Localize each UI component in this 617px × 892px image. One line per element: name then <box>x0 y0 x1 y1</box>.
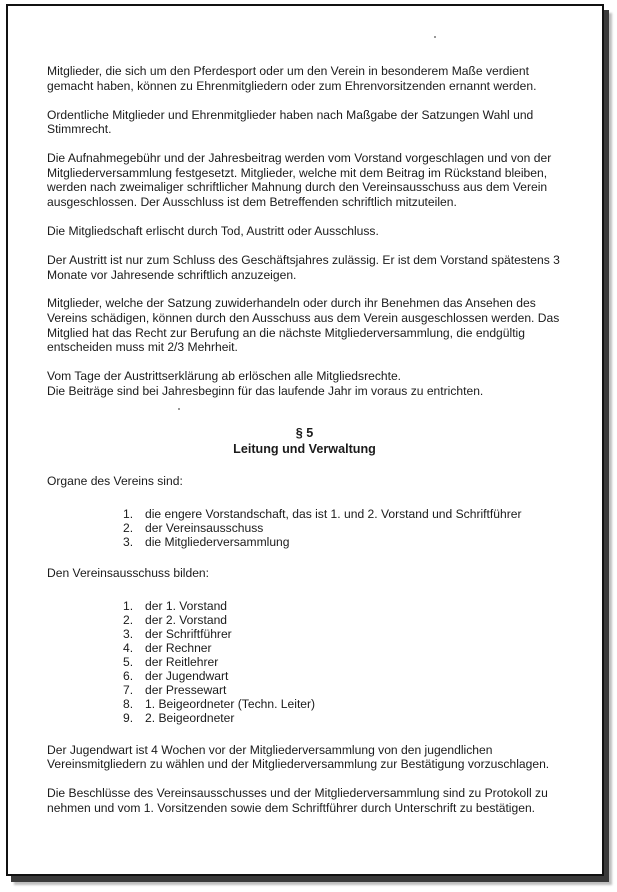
list-item-text: der 2. Vorstand <box>145 612 228 627</box>
document-body <box>47 64 562 830</box>
list-item <box>123 655 562 669</box>
paragraph-honorary-members: Mitglieder, die sich um den Pferdesport oder um den Verein in besonderem Maße verdient gemacht haben, können zu Ehrenmitgliedern oder zum Ehrenvorsitzenden ernannt werden. <box>47 64 537 93</box>
list-item-number: 6. <box>123 669 134 684</box>
organs-intro: Organe des Vereins sind: <box>47 474 183 489</box>
list-item-number: 3. <box>123 535 134 550</box>
paragraph-resignation: Der Austritt ist nur zum Schluss des Geschäftsjahres zulässig. Er ist dem Vorstand spätestens 3 Monate vor Jahresende schriftlich anzuzeigen. <box>47 252 560 282</box>
list-item-number: 2. <box>123 520 134 535</box>
list-item <box>123 535 562 549</box>
paragraph-exclusion: Mitglieder, welche der Satzung zuwiderhandeln oder durch ihr Benehmen das Ansehen des Vereins schädigen, können durch den Ausschuss aus dem Verein ausgeschlossen werden. Das Mitglied hat das Recht zur Berufung an die nächste Mitgliederversammlung, die endgültig entscheiden muss mit 2/3 Mehrheit. <box>47 296 560 355</box>
document-page <box>6 4 604 876</box>
scan-speck <box>434 36 436 38</box>
list-item <box>123 599 562 613</box>
list-item-number: 1. <box>123 506 134 521</box>
list-item <box>123 669 562 683</box>
list-item-number: 1. <box>123 598 134 613</box>
paragraph-fees: Die Aufnahmegebühr und der Jahresbeitrag werden vom Vorstand vorgeschlagen und von der Mitgliederversammlung festgesetzt. Mitglieder, welche mit dem Beitrag im Rückstand bleiben, werden nach zweimaliger schriftlicher Mahnung durch den Vereinsausschuss aus dem Verein ausgeschlossen. Der Ausschluss ist dem Betreffenden schriftlich mitzuteilen. <box>47 151 552 209</box>
list-item-text: 1. Beigeordneter (Techn. Leiter) <box>145 697 316 712</box>
committee-intro: Den Vereinsausschuss bilden: <box>47 566 210 581</box>
committee-list <box>47 599 562 726</box>
paragraph-membership-end: Die Mitgliedschaft erlischt durch Tod, Austritt oder Ausschluss. <box>47 223 379 238</box>
list-item-number: 9. <box>123 711 134 726</box>
list-item-text: 2. Beigeordneter <box>145 711 235 726</box>
paragraph-voting-rights: Ordentliche Mitglieder und Ehrenmitglieder haben nach Maßgabe der Satzungen Wahl und Stimmrecht. <box>47 107 534 137</box>
list-item <box>123 627 562 641</box>
list-item <box>123 641 562 655</box>
section-heading <box>47 426 562 457</box>
paragraph-youth-warden: Der Jugendwart ist 4 Wochen vor der Mitgliederversammlung von den jugendlichen Vereinsmitgliedern zu wählen und der Mitgliederversammlung zur Bestätigung vorzuschlagen. <box>47 742 550 772</box>
list-item <box>123 697 562 711</box>
list-item-number: 4. <box>123 641 134 655</box>
list-item-text: der Schriftführer <box>145 626 232 641</box>
list-item-text: die engere Vorstandschaft, das ist 1. und 2. Vorstand und Schriftführer <box>145 506 522 521</box>
list-item-number: 7. <box>123 683 134 698</box>
list-item-number: 8. <box>123 697 134 712</box>
list-item-text: der Pressewart <box>145 683 227 698</box>
list-item-number: 5. <box>123 655 134 670</box>
paragraph-rights-expiry: Vom Tage der Austrittserklärung ab erlöschen alle Mitgliedsrechte. <box>47 369 402 384</box>
list-item-text: der Jugendwart <box>145 669 229 684</box>
section-title: Leitung und Verwaltung <box>233 441 376 456</box>
list-item-text: der Rechner <box>145 641 212 655</box>
organs-list <box>47 507 562 549</box>
list-item <box>123 521 562 535</box>
list-item <box>123 507 562 521</box>
list-item-text: der Vereinsausschuss <box>145 520 264 535</box>
section-number: § 5 <box>295 426 314 441</box>
paragraph-resolutions: Die Beschlüsse des Vereinsausschusses und der Mitgliederversammlung sind zu Protokoll zu nehmen und vom 1. Vorsitzenden sowie dem Schriftführer durch Unterschrift zu bestätigen. <box>47 786 548 815</box>
list-item <box>123 613 562 627</box>
list-item-text: der 1. Vorstand <box>145 598 228 613</box>
list-item-text: der Reitlehrer <box>145 655 219 670</box>
list-item <box>123 711 562 725</box>
list-item-number: 3. <box>123 626 134 641</box>
list-item-number: 2. <box>123 612 134 627</box>
list-item-text: die Mitgliederversammlung <box>145 535 290 550</box>
list-item <box>123 683 562 697</box>
paragraph-contributions: Die Beiträge sind bei Jahresbeginn für das laufende Jahr im voraus zu entrichten. <box>47 383 484 398</box>
